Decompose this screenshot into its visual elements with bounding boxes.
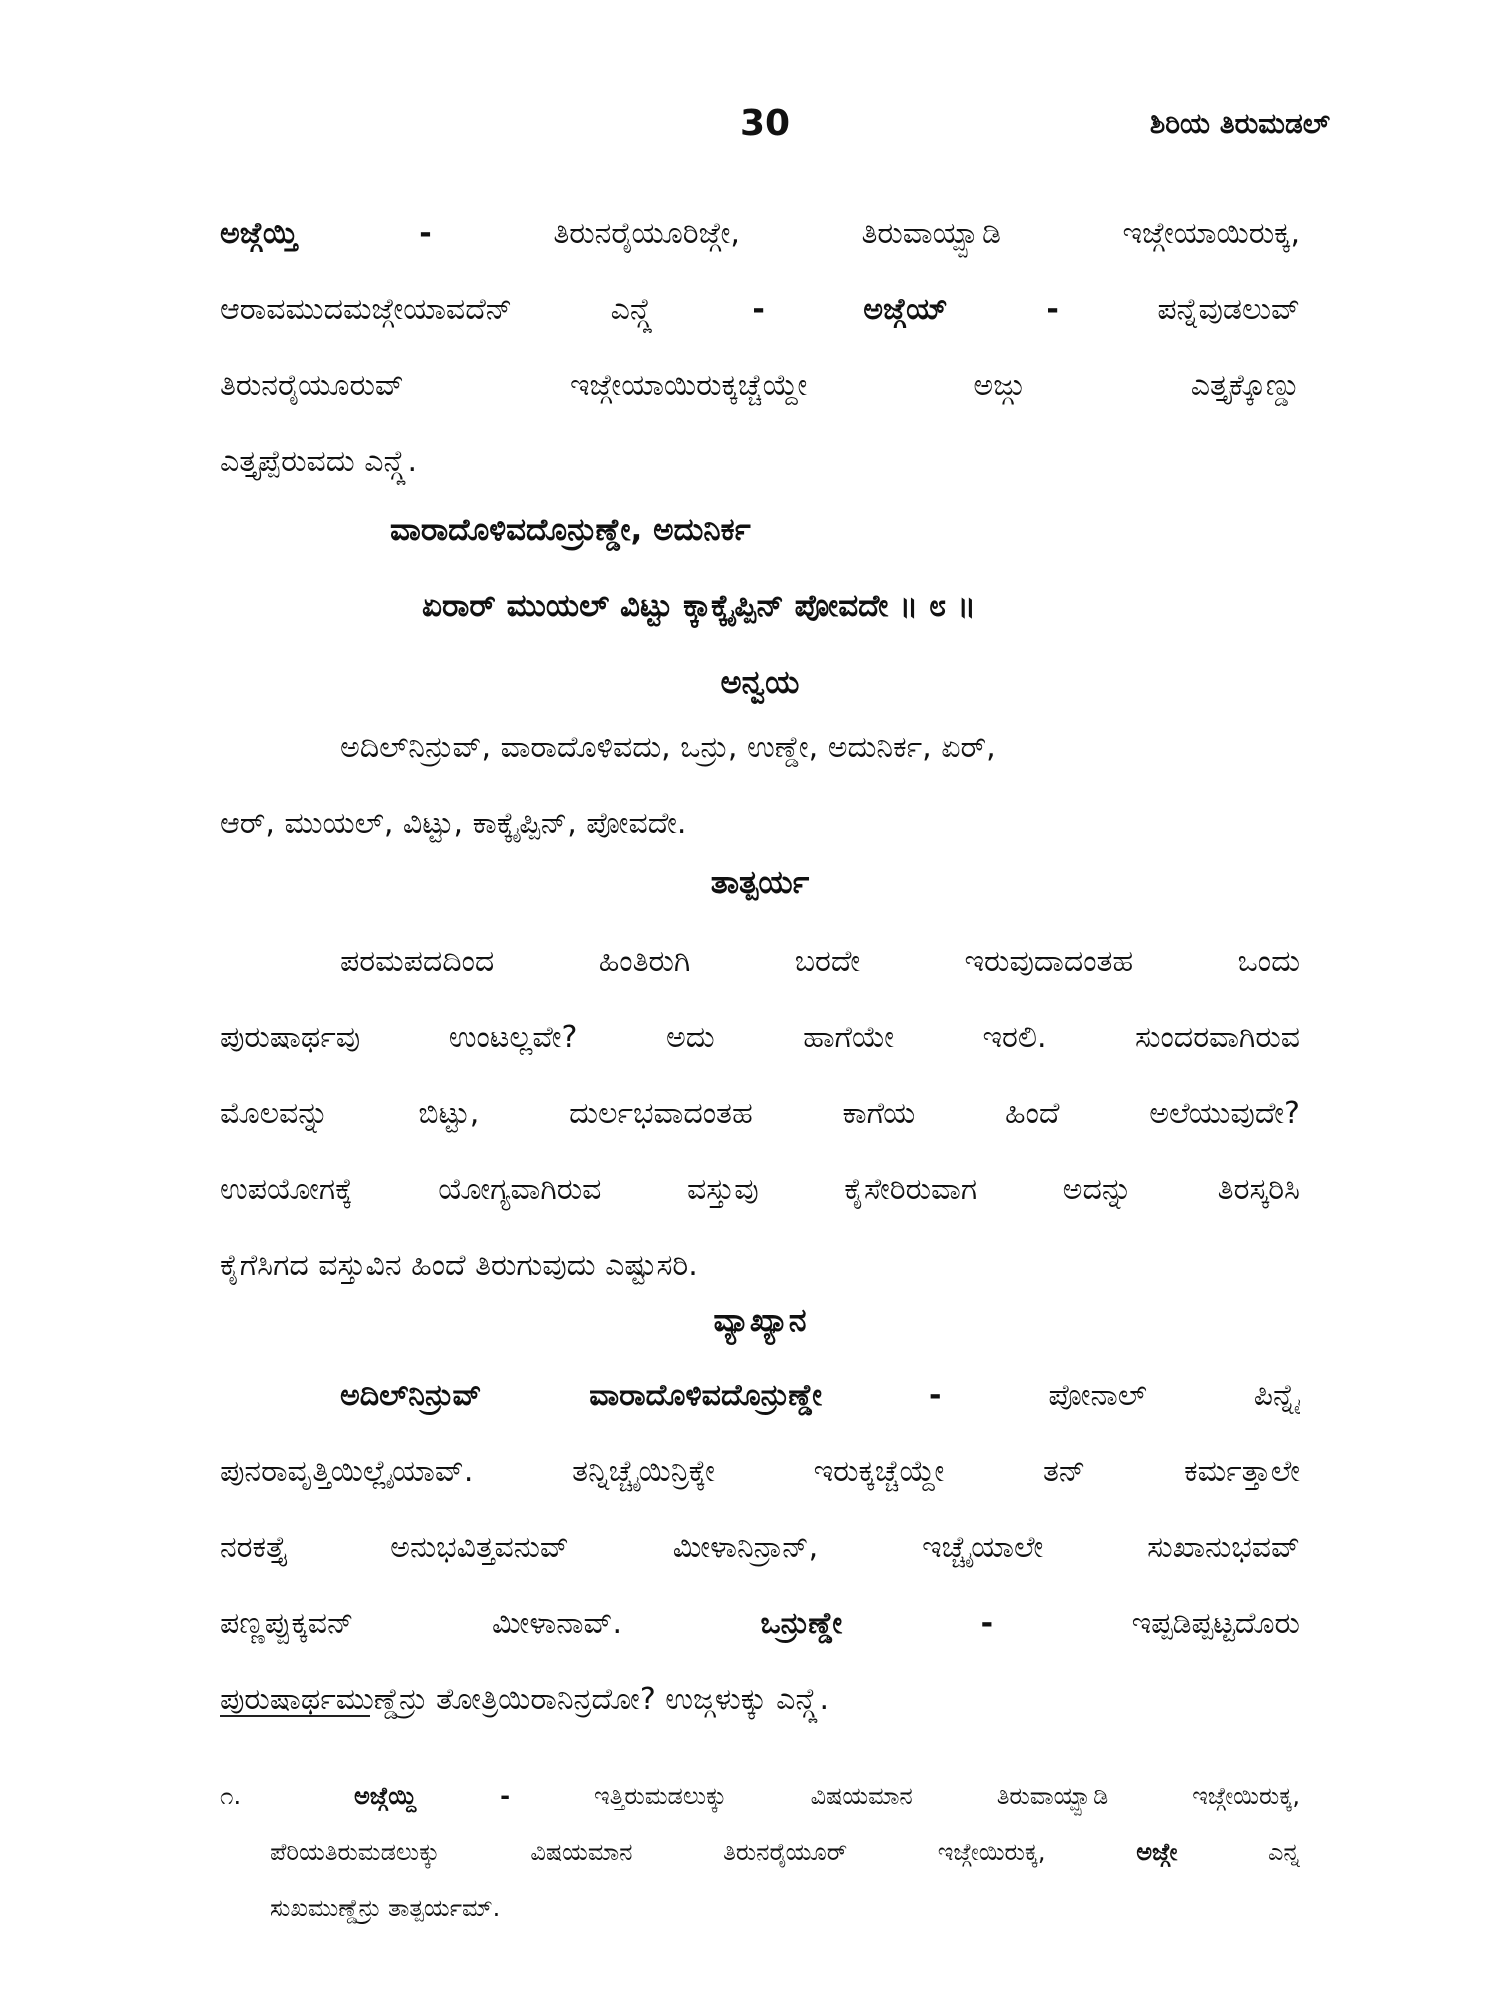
dash: - <box>752 292 765 327</box>
text-line <box>220 1586 1300 1662</box>
vyakhyana-paragraph <box>220 1358 1300 1738</box>
text: ಇಪ್ಪಡಿಪ್ಪಟ್ಟದೊರು <box>1131 1606 1300 1641</box>
term: ಅಜ್ಗೇ <box>1136 1838 1178 1866</box>
text-line: ಕೈಗೆಸಿಗದ ವಸ್ತುವಿನ ಹಿಂದೆ ತಿರುಗುವುದು ಎಷ್ಟುಸರಿ. <box>220 1248 698 1283</box>
text-line: ಪುರುಷಾರ್ಥವು ಉಂಟಲ್ಲವೇ? ಅದು ಹಾಗೆಯೇ ಇರಲಿ. ಸುಂದರವಾಗಿರುವ <box>220 1020 1300 1055</box>
text-line: ಪರಮಪದದಿಂದ ಹಿಂತಿರುಗಿ ಬರದೇ ಇರುವುದಾದಂತಹ ಒಂದು <box>340 944 1300 979</box>
section-heading-tatparya: ತಾತ್ಪರ್ಯ <box>710 863 810 901</box>
text: ತಿರುನರೈಯೂರಿಜ್ಗೇ, ತಿರುವಾಯ್ಪ್ಪಾಡಿ ಇಜ್ಗೇಯಾಯಿರುಕ್ಕ, <box>553 216 1300 251</box>
section-heading-anvaya: ಅನ್ವಯ <box>720 663 800 701</box>
dash: - <box>1046 292 1059 327</box>
text: ಪಣ್ಣಪ್ಪುಕ್ಕವನ್ ಮೀಳಾನಾವ್. <box>220 1606 622 1641</box>
verse-line: ವಾರಾದೊಳಿವದೊನ್ರುಣ್ಡೇ, ಅದುನಿರ್ಕ <box>390 512 751 548</box>
footnote-number: ೧. <box>220 1782 242 1810</box>
text: ಪನ್ನೆವುಡಲುವ್ <box>1157 292 1300 327</box>
page-number: 30 <box>739 103 791 144</box>
text-line <box>220 272 1300 348</box>
footnote-line <box>220 1824 1300 1880</box>
footnote-line: ಸುಖಮುಣ್ಡೆನ್ರು ತಾತ್ಪರ್ಯಮ್. <box>270 1894 501 1922</box>
footnote-rule <box>220 1715 370 1717</box>
tatparya-paragraph <box>220 924 1300 1304</box>
text: ಎನ್ನ <box>1268 1838 1300 1866</box>
text: ಇತ್ತಿರುಮಡಲುಕ್ಕು ವಿಷಯಮಾನ ತಿರುವಾಯ್ಪ್ಪಾಡಿ ಇಜ್ಗೇಯಿರುಕ್ಕ, <box>594 1782 1300 1810</box>
text: ಆರಾವಮುದಮಜ್ಗೇಯಾವದೆನ್ ಎನ್ಗ್ಲೆ <box>220 292 654 327</box>
dash: - <box>928 1378 942 1413</box>
text-line: ನರಕತ್ತೈ ಅನುಭವಿತ್ತವನುವ್ ಮೀಳಾನಿನ್ರಾನ್, ಇಚ್ಚೈಯಾಲೇ ಸುಖಾನುಭವವ್ <box>220 1530 1300 1565</box>
footnote-line <box>220 1768 1300 1824</box>
running-title: ಶಿರಿಯ ತಿರುಮಡಲ್ <box>1149 107 1330 140</box>
text: ಪೆರಿಯತಿರುಮಡಲುಕ್ಕು ವಿಷಯಮಾನ ತಿರುನರೈಯೂರ್ ಇಜ್ಗೇಯಿರುಕ್ಕ, <box>270 1838 1046 1866</box>
term: ಅಜ್ಗೆಯ್ <box>863 292 948 327</box>
text-line <box>220 196 1300 272</box>
text-line: ಮೊಲವನ್ನು ಬಿಟ್ಟು, ದುರ್ಲಭವಾದಂತಹ ಕಾಗೆಯ ಹಿಂದೆ ಅಲೆಯುವುದೇ? <box>220 1096 1300 1131</box>
dash: - <box>500 1782 511 1810</box>
term: ಒನ್ರುಣ್ಡೇ <box>760 1606 843 1641</box>
verse-line: ಏರಾರ್ ಮುಯಲ್ ವಿಟ್ಟು ಕ್ಕಾಕ್ಕೈಪ್ಪಿನ್ ಪೋವದೇ ॥ ೮ ॥ <box>422 588 976 624</box>
text-line: ಆರ್, ಮುಯಲ್, ವಿಟ್ಟು, ಕಾಕ್ಕೈಪ್ಪಿನ್, ಪೋವದೇ. <box>220 806 687 841</box>
term: ಅಜ್ಗೆಯ್ತಿ <box>220 216 298 251</box>
text: ಪೋನಾಲ್ ಪಿನ್ನೈ <box>1048 1378 1300 1413</box>
verse <box>390 492 1290 644</box>
text-line: ಪುನರಾವೃತ್ತಿಯಿಲ್ಲೈಯಾವ್. ತನ್ನಿಚ್ಚೈಯಿನ್ರಿಕ್ಕೇ ಇರುಕ್ಕಚ್ಚೆಯ್ದೇ ತನ್ ಕರ್ಮತ್ತಾಲೇ <box>220 1454 1300 1489</box>
anvaya-paragraph <box>220 710 1300 862</box>
term: ಅದಿಲ್‌ನಿನ್ರುವ್ ವಾರಾದೊಳಿವದೊನ್ರುಣ್ಡೇ <box>340 1378 823 1413</box>
dash: - <box>980 1606 994 1641</box>
section-heading-vyakhyana: ವ್ಯಾಖ್ಯಾನ <box>713 1301 807 1339</box>
intro-paragraph <box>220 196 1300 500</box>
text-line: ಪುರುಷಾರ್ಥಮುಣ್ಡೆನ್ರು ತೋತ್ರಿಯಿರಾನಿನ್ರದೋ? ಉಜ್ಗಳುಕ್ಕು ಎನ್ಗ್ಲೆ. <box>220 1682 830 1717</box>
text-line: ಅದಿಲ್‌ನಿನ್ರುವ್, ವಾರಾದೊಳಿವದು, ಒನ್ರು, ಉಣ್ಡೇ, ಅದುನಿರ್ಕ, ಏರ್, <box>340 730 996 765</box>
text-line: ಎತ್ತೃಪ್ಪೆರುವದು ಎನ್ಗ್ಲೆ. <box>220 444 418 479</box>
text-line: ಉಪಯೋಗಕ್ಕೆ ಯೋಗ್ಯವಾಗಿರುವ ವಸ್ತುವು ಕೈಸೇರಿರುವಾಗ ಅದನ್ನು ತಿರಸ್ಕರಿಸಿ <box>220 1172 1300 1207</box>
text-line: ತಿರುನರೈಯೂರುವ್ ಇಜ್ಗೇಯಾಯಿರುಕ್ಕಚ್ಚೆಯ್ದೇ ಅಜ್ಗು ಎತ್ತೃಕ್ಕೊಣ್ಡು <box>220 368 1300 403</box>
dash: - <box>419 216 432 251</box>
term: ಅಜ್ಗೆಯ್ದಿ <box>353 1782 417 1810</box>
footnote <box>220 1768 1300 1936</box>
text-line <box>220 1358 1300 1434</box>
